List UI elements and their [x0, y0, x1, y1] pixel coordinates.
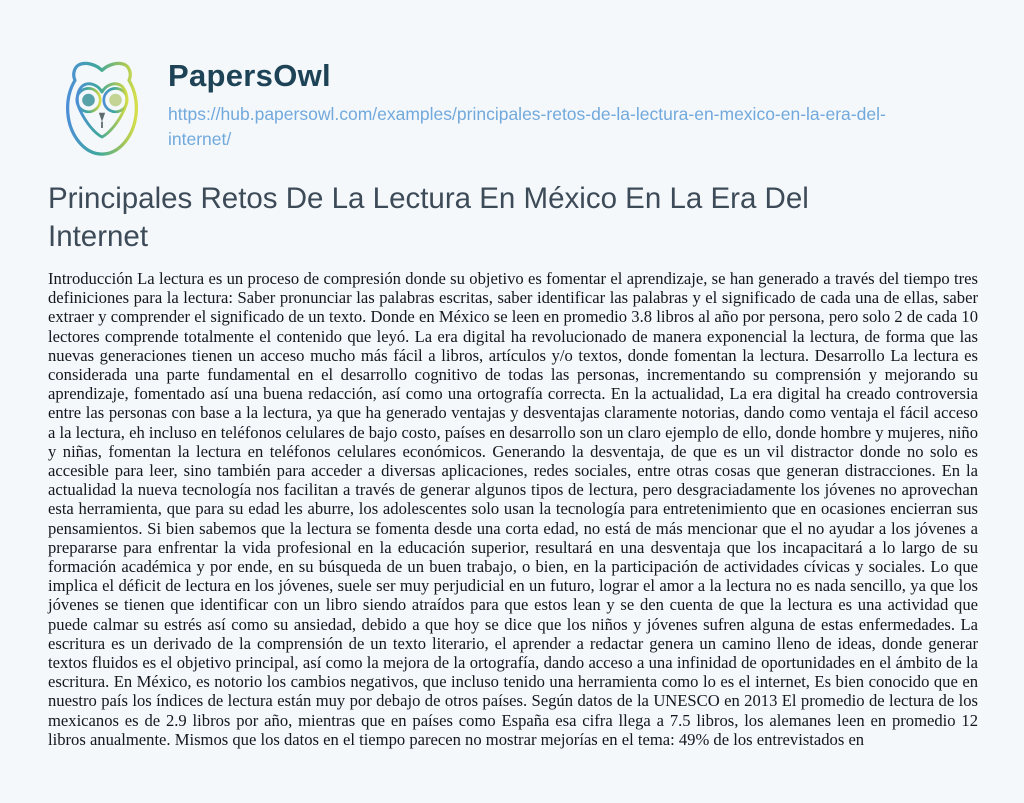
article-url-link[interactable]: https://hub.papersowl.com/examples/principales-retos-de-la-lectura-en-mexico-en-la-era-del-internet/ — [168, 104, 886, 149]
brand-name: PapersOwl — [168, 58, 331, 93]
papersowl-owl-logo-icon — [48, 56, 156, 164]
article-body: Introducción La lectura es un proceso de compresión donde su objetivo es fomentar el aprendizaje, se han generado a través del tiempo tres definiciones para la lectura: Saber pronunciar las palabras escritas, saber identificar las palabras y el significado de cada una de ellas, saber extraer y comprender el significado de un texto. Donde en México se leen en promedio 3.8 libros al año por persona, pero solo 2 de cada 10 lectores comprende totalmente el contenido que leyó. La era digital ha revolucionado de manera exponencial la lectura, de forma que las nuevas generaciones tienen un acceso mucho más fácil a libros, artículos y/o textos, donde fomentan la lectura. Desarrollo La lectura es considerada una parte fundamental en el desarrollo cognitivo de todas las personas, incrementando su comprensión y mejorando su aprendizaje, fomentado así una buena redacción, así como una ortografía correcta. En la actualidad, La era digital ha creado controversia entre las personas con base a la lectura, ya que ha generado ventajas y desventajas claramente notorias, dando como ventaja el fácil acceso a la lectura, eh incluso en teléfonos celulares de bajo costo, países en desarrollo son un claro ejemplo de ello, donde hombre y mujeres, niño y niñas, fomentan la lectura en teléfonos celulares económicos. Generando la desventaja, de que es un vil distractor donde no solo es accesible para leer, sino también para acceder a diversas aplicaciones, redes sociales, entre otras cosas que generan distracciones. En la actualidad la nueva tecnología nos facilitan a través de generar algunos tipos de lectura, pero desgraciadamente los jóvenes no aprovechan esta herramienta, que para su edad les aburre, los adolescentes solo usan la tecnología para entretenimiento que en ocasiones encierran sus pensamientos. Si bien sabemos que la lectura se fomenta desde una corta edad, no está de más mencionar que el no ayudar a los jóvenes a prepararse para enfrentar la vida profesional en la educación superior, resultará en una desventaja que los incapacitará a lo largo de su formación académica y por ende, en su búsqueda de un buen trabajo, o bien, en la participación de actividades cívicas y sociales. Lo que implica el déficit de lectura en los jóvenes, suele ser muy perjudicial en un futuro, lograr el amor a la lectura no es nada sencillo, ya que los jóvenes se tienen que identificar con un libro siendo atraídos para que estos lean y se den cuenta de que la lectura es una actividad que puede calmar su estrés así como su ansiedad, debido a que hoy se dice que los niños y jóvenes sufren alguna de estas enfermedades. La escritura es un derivado de la comprensión de un texto literario, el aprender a redactar genera un camino lleno de ideas, donde generar textos fluidos es el objetivo principal, así como la mejora de la ortografía, dando acceso a una infinidad de oportunidades en el ámbito de la escritura. En México, es notorio los cambios negativos, que incluso tenido una herramienta como lo es el internet, Es bien conocido que en nuestro país los índices de lectura están muy por debajo de otros países. Según datos de la UNESCO en 2013 El promedio de lectura de los mexicanos es de 2.9 libros por año, mientras que en países como España esa cifra llega a 7.5 libros, los alemanes leen en promedio 12 libros anualmente. Mismos que los datos en el tiempo parecen no mostrar mejorías en el tema: 49% de los entrevistados en — [48, 269, 978, 749]
header — [48, 56, 978, 164]
article-title: Principales Retos De La Lectura En México En La Era Del Internet — [48, 182, 809, 253]
header-text — [168, 56, 948, 152]
